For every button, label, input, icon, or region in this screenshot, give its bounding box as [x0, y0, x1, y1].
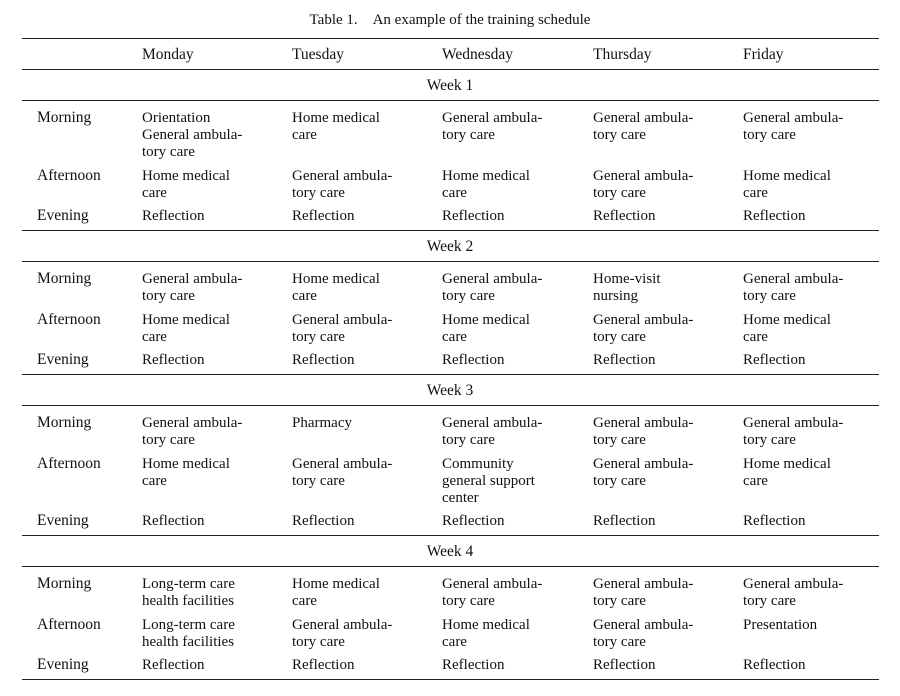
schedule-cell: Reflection	[593, 657, 656, 673]
week-title: Week 1	[426, 77, 474, 94]
row-label-morning: Morning	[37, 270, 92, 287]
table-title: An example of the training schedule	[372, 12, 591, 28]
schedule-cell: Home medical care	[442, 617, 530, 650]
schedule-cell: General ambula- tory care	[442, 415, 543, 448]
schedule-cell: Reflection	[743, 208, 806, 224]
schedule-cell: Reflection	[593, 513, 656, 529]
schedule-cell: Home medical care	[142, 312, 230, 345]
row-label-evening: Evening	[37, 207, 89, 224]
schedule-cell: Home medical care	[292, 110, 380, 143]
schedule-cell: Long-term care health facilities	[142, 617, 235, 650]
schedule-cell: General ambula- tory care	[593, 576, 694, 609]
schedule-cell: Home medical care	[442, 312, 530, 345]
schedule-cell: General ambula- tory care	[142, 415, 243, 448]
schedule-cell: General ambula- tory care	[292, 456, 393, 489]
week-title: Week 3	[426, 382, 474, 399]
schedule-cell: Reflection	[292, 352, 355, 368]
schedule-cell: General ambula- tory care	[593, 168, 694, 201]
row-label-morning: Morning	[37, 414, 92, 431]
row-label-evening: Evening	[37, 351, 89, 368]
week-end-rule	[22, 230, 879, 231]
schedule-cell: Reflection	[743, 513, 806, 529]
schedule-cell: Home medical care	[743, 168, 831, 201]
schedule-cell: Home-visit nursing	[593, 271, 661, 304]
schedule-cell: Reflection	[142, 208, 205, 224]
week-rule	[22, 566, 879, 567]
schedule-cell: Home medical care	[292, 576, 380, 609]
schedule-cell: General ambula- tory care	[743, 415, 844, 448]
week-end-rule	[22, 374, 879, 375]
schedule-cell: Pharmacy	[292, 415, 352, 431]
schedule-cell: Home medical care	[743, 312, 831, 345]
table-top-rule	[22, 38, 879, 39]
schedule-cell: Home medical care	[292, 271, 380, 304]
schedule-cell: General ambula- tory care	[593, 312, 694, 345]
column-header-tuesday: Tuesday	[292, 46, 344, 63]
schedule-cell: General ambula- tory care	[593, 617, 694, 650]
schedule-cell: General ambula- tory care	[743, 576, 844, 609]
column-header-thursday: Thursday	[593, 46, 652, 63]
schedule-cell: Reflection	[442, 657, 505, 673]
column-header-wednesday: Wednesday	[442, 46, 514, 63]
table-bottom-rule	[22, 679, 879, 680]
schedule-cell: Reflection	[292, 513, 355, 529]
schedule-cell: Reflection	[142, 513, 205, 529]
schedule-cell: Reflection	[142, 352, 205, 368]
row-label-afternoon: Afternoon	[37, 167, 101, 184]
week-rule	[22, 405, 879, 406]
schedule-cell: Home medical care	[142, 456, 230, 489]
column-header-monday: Monday	[142, 46, 194, 63]
table-label: Table 1.	[309, 12, 358, 28]
schedule-cell: Reflection	[292, 208, 355, 224]
schedule-cell: Home medical care	[743, 456, 831, 489]
schedule-cell: General ambula- tory care	[743, 271, 844, 304]
week-title: Week 4	[426, 543, 474, 560]
schedule-cell: Home medical care	[442, 168, 530, 201]
schedule-cell: Reflection	[743, 352, 806, 368]
schedule-cell: General ambula- tory care	[292, 312, 393, 345]
schedule-cell: Orientation General ambula- tory care	[142, 110, 243, 160]
schedule-cell: Presentation	[743, 617, 818, 633]
schedule-cell: General ambula- tory care	[292, 617, 393, 650]
schedule-cell: General ambula- tory care	[593, 415, 694, 448]
row-label-afternoon: Afternoon	[37, 311, 101, 328]
row-label-evening: Evening	[37, 656, 89, 673]
row-label-afternoon: Afternoon	[37, 616, 101, 633]
row-label-morning: Morning	[37, 575, 92, 592]
schedule-cell: General ambula- tory care	[292, 168, 393, 201]
schedule-cell: Reflection	[442, 513, 505, 529]
schedule-cell: Reflection	[442, 352, 505, 368]
schedule-cell: Reflection	[292, 657, 355, 673]
week-title: Week 2	[426, 238, 474, 255]
schedule-cell: Community general support center	[442, 456, 535, 506]
row-label-afternoon: Afternoon	[37, 455, 101, 472]
week-rule	[22, 100, 879, 101]
schedule-cell: General ambula- tory care	[442, 271, 543, 304]
schedule-cell: Reflection	[593, 352, 656, 368]
schedule-cell: General ambula- tory care	[442, 576, 543, 609]
header-bottom-rule	[22, 69, 879, 70]
row-label-morning: Morning	[37, 109, 92, 126]
row-label-evening: Evening	[37, 512, 89, 529]
week-rule	[22, 261, 879, 262]
schedule-cell: Reflection	[442, 208, 505, 224]
schedule-cell: General ambula- tory care	[593, 456, 694, 489]
week-end-rule	[22, 535, 879, 536]
column-header-friday: Friday	[743, 46, 784, 63]
schedule-cell: General ambula- tory care	[442, 110, 543, 143]
schedule-cell: Reflection	[142, 657, 205, 673]
table-caption	[0, 12, 900, 29]
schedule-cell: Long-term care health facilities	[142, 576, 235, 609]
schedule-cell: General ambula- tory care	[593, 110, 694, 143]
schedule-cell: General ambula- tory care	[743, 110, 844, 143]
schedule-cell: Reflection	[593, 208, 656, 224]
schedule-cell: General ambula- tory care	[142, 271, 243, 304]
schedule-cell: Reflection	[743, 657, 806, 673]
schedule-cell: Home medical care	[142, 168, 230, 201]
